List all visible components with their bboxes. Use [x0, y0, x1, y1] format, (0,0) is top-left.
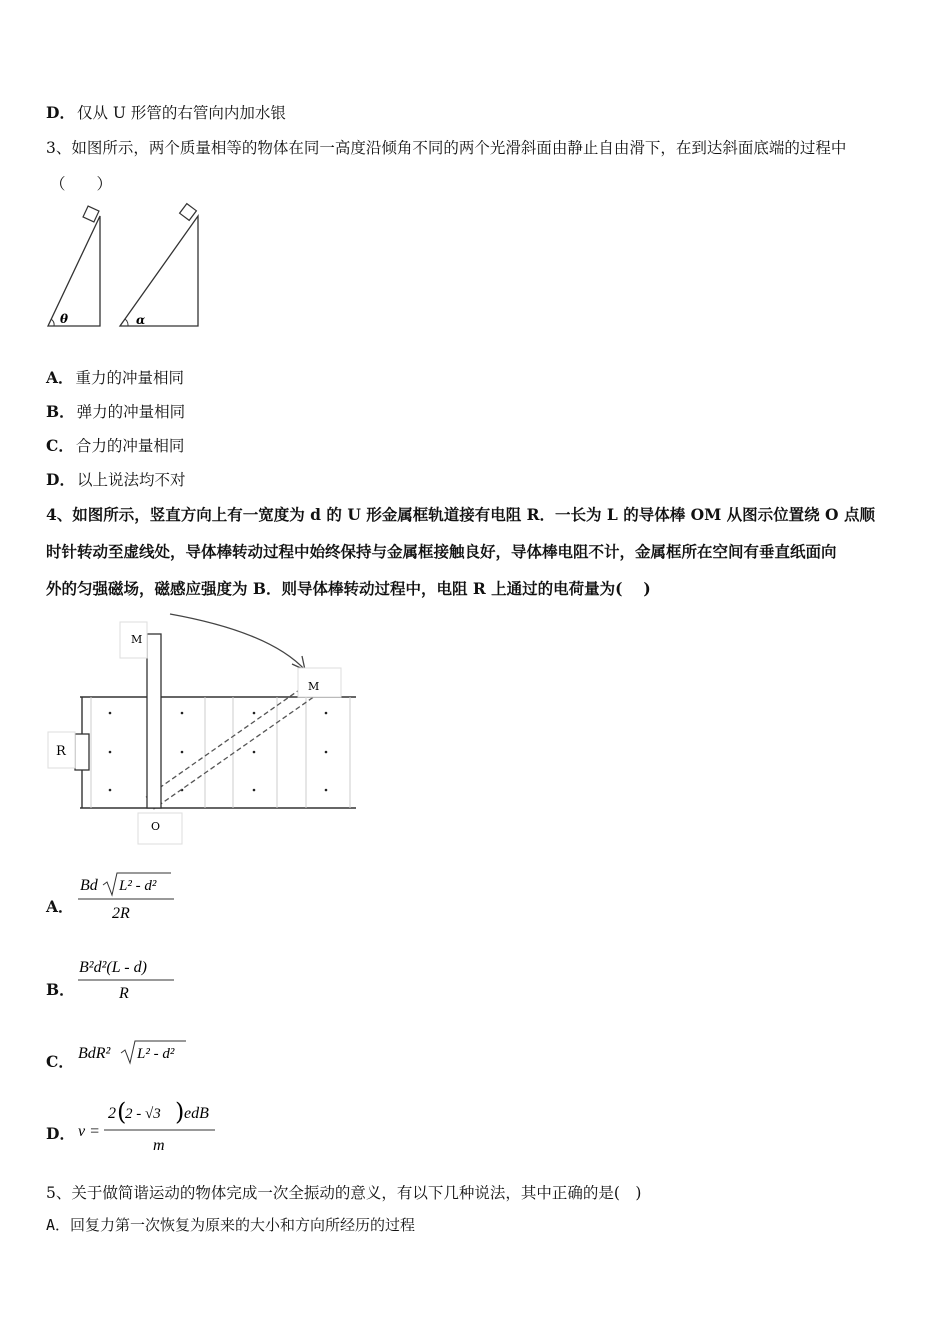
option-letter: B． [46, 402, 75, 421]
rotation-arrow [170, 614, 305, 670]
label-r: R [56, 744, 66, 759]
q4-stem-line-2: 时针转动至虚线处，导体棒转动过程中始终保持与金属框接触良好，导体棒电阻不计，金属框所在空间有垂直纸面向 [46, 542, 837, 561]
angle-alpha: α [136, 313, 146, 327]
option-letter: C． [46, 1052, 74, 1071]
option-letter: D． [46, 1124, 75, 1143]
formula-d-den: m [153, 1137, 165, 1154]
formula-a [76, 868, 186, 928]
label-m-top: M [131, 633, 143, 646]
option-text: 仅从 U 形管的右管向内加水银 [76, 104, 286, 122]
q3-option-a [46, 366, 184, 388]
formula-b-num: B²d²(L - d) [79, 959, 147, 976]
q3-option-b [46, 400, 185, 422]
q4-stem-line-3: 外的匀强磁场，磁感应强度为 B．则导体棒转动过程中，电阻 R 上通过的电荷量为( ) [46, 579, 651, 598]
formula-c [76, 1034, 206, 1070]
q3-option-c [46, 434, 184, 456]
block-2 [180, 204, 197, 221]
q3-stem: 3、如图所示，两个质量相等的物体在同一高度沿倾角不同的两个光滑斜面由静止自由滑下，在到达斜面底端的过程中 [46, 139, 847, 157]
formula-d-rparen: ) [175, 1098, 185, 1126]
q3-answer-paren: （ ） [50, 175, 113, 193]
q4-circuit-figure [40, 612, 370, 852]
block-1 [83, 206, 99, 222]
formula-d-lparen: ( [117, 1098, 127, 1126]
angle-arc-2 [125, 319, 128, 326]
option-letter: A． [46, 368, 74, 387]
option-letter: D． [46, 470, 75, 489]
option-text: 以上说法均不对 [76, 471, 186, 489]
formula-d-lhs: v = [78, 1123, 100, 1140]
q3-option-d [46, 468, 185, 490]
resistor [75, 734, 89, 770]
formula-d-num-post: edB [184, 1105, 209, 1122]
label-m-rotated: M [308, 680, 320, 693]
label-box-m2 [298, 668, 341, 697]
option-letter: C． [46, 436, 74, 455]
option-letter: B． [46, 980, 75, 999]
q4-option-d [46, 1096, 246, 1160]
q2-option-d [46, 101, 286, 123]
rod-vertical [147, 634, 161, 808]
q5-option-a: A．回复力第一次恢复为原来的大小和方向所经历的过程 [46, 1216, 416, 1234]
formula-a-num-pre: Bd [80, 877, 98, 894]
formula-d-num-pre: 2 [108, 1105, 116, 1122]
magnetic-field-dots [109, 712, 328, 792]
option-letter: A． [46, 897, 74, 916]
incline-2 [120, 216, 198, 326]
q3-incline-figure [40, 200, 210, 340]
option-text: 弹力的冲量相同 [76, 403, 186, 421]
option-text: 重力的冲量相同 [75, 369, 185, 387]
formula-a-root: L² - d² [119, 878, 157, 894]
q4-option-a [46, 868, 186, 928]
angle-theta: θ [60, 312, 69, 326]
q4-option-c [46, 1034, 216, 1074]
incline-1 [48, 216, 100, 326]
option-letter: D． [46, 103, 75, 122]
formula-c-root: L² - d² [137, 1046, 175, 1062]
formula-d-paren-in: 2 - √3 [125, 1106, 161, 1122]
formula-d [76, 1096, 246, 1160]
formula-c-pre: BdR² [78, 1045, 111, 1062]
formula-b [76, 950, 196, 1010]
label-o: O [151, 820, 161, 833]
q5-stem: 5、关于做简谐运动的物体完成一次全振动的意义，有以下几种说法，其中正确的是( ) [46, 1184, 642, 1202]
q4-stem-line-1: 4、如图所示，竖直方向上有一宽度为 d 的 U 形金属框轨道接有电阻 R．一长为 L 的导体棒 OM 从图示位置绕 O 点顺 [46, 505, 875, 524]
option-text: 合力的冲量相同 [75, 437, 185, 455]
q4-option-b [46, 950, 206, 1010]
formula-b-den: R [119, 985, 129, 1002]
formula-a-den: 2R [112, 905, 130, 922]
